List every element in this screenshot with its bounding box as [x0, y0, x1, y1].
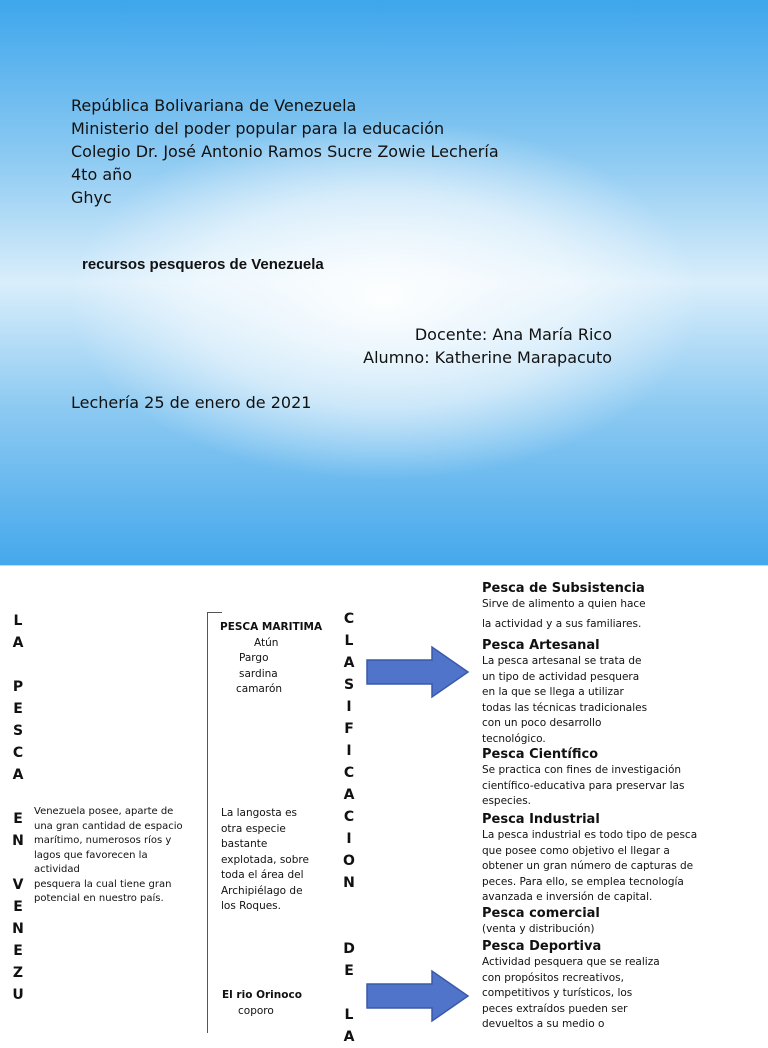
vertical-letter: I	[346, 743, 352, 759]
langosta-line: Archipiélago de	[221, 884, 303, 897]
header-line-grado: 4to año	[71, 165, 133, 184]
orinoco-block	[222, 988, 332, 1019]
category-line: científico-educativa para preservar las	[482, 779, 685, 792]
category-line: la actividad y a sus familiares.	[482, 617, 642, 630]
left-description-line: potencial en nuestro país.	[34, 893, 164, 904]
vertical-letter: C	[343, 765, 355, 781]
left-description-line: pesquera la cual tiene gran	[34, 878, 172, 890]
category-title: Pesca Deportiva	[482, 939, 602, 954]
vertical-letter	[10, 654, 26, 676]
category-line: devueltos a su medio o	[482, 1018, 605, 1030]
category-title: Pesca comercial	[482, 906, 600, 921]
category-line: tecnológico.	[482, 732, 546, 745]
pesca-maritima-item: Pargo	[239, 652, 269, 664]
vertical-letter: P	[12, 679, 24, 695]
category-line: Se practica con fines de investigación	[482, 764, 682, 776]
vertical-letter: V	[12, 877, 24, 893]
vertical-letter: E	[13, 811, 23, 827]
pesca-maritima-item: sardina	[239, 667, 278, 680]
vertical-letter: U	[12, 987, 24, 1003]
vertical-letter: A	[343, 787, 355, 803]
header-line-republica: República Bolivariana de Venezuela	[71, 96, 357, 115]
category-title: Pesca Científico	[482, 747, 599, 762]
left-description-line: Venezuela posee, aparte de	[34, 806, 174, 817]
left-description-line: marítimo, numerosos ríos y	[34, 835, 172, 846]
category-line: un tipo de actividad pesquera	[482, 670, 640, 683]
vertical-letter	[341, 916, 357, 938]
langosta-line: los Roques.	[221, 900, 281, 912]
vertical-letter: C	[343, 611, 355, 627]
vertical-letter: E	[13, 701, 23, 717]
vertical-letter: E	[13, 943, 23, 959]
vertical-letter: E	[13, 899, 23, 915]
category-industrial	[482, 811, 742, 906]
diagram-slide	[0, 566, 768, 1045]
langosta-line: otra especie	[221, 822, 286, 835]
category-title: Pesca de Subsistencia	[482, 581, 645, 596]
pesca-maritima-item: camarón	[236, 683, 283, 695]
orinoco-label: El rio Orinoco	[222, 989, 302, 1001]
vertical-letter: L	[344, 1007, 354, 1023]
vertical-letter	[341, 894, 357, 916]
left-description-line: lagos que favorecen la	[34, 849, 148, 861]
langosta-line: bastante	[221, 838, 268, 850]
category-line: que posee como objetivo el llegar a	[482, 844, 670, 857]
category-title: Pesca Industrial	[482, 812, 600, 827]
vertical-letter: S	[343, 677, 355, 693]
arrow-right-icon	[366, 970, 470, 1022]
header-block	[71, 94, 499, 209]
vertical-letter	[10, 852, 26, 874]
category-line: con propósitos recreativos,	[482, 971, 624, 984]
header-line-ministerio: Ministerio del poder popular para la educación	[71, 119, 445, 138]
category-line: en la que se llega a utilizar	[482, 686, 624, 698]
vertical-letter: F	[344, 721, 354, 737]
vertical-letter	[341, 982, 357, 1004]
vertical-letter: O	[343, 853, 355, 869]
category-artesanal	[482, 637, 742, 747]
left-description-line: actividad	[34, 864, 80, 875]
page-title: recursos pesqueros de Venezuela	[82, 256, 324, 273]
arrow-right-icon	[366, 646, 470, 698]
vertical-letter: Z	[12, 965, 24, 981]
langosta-block	[221, 806, 331, 915]
vertical-letter: E	[344, 963, 354, 979]
vertical-letter: A	[343, 655, 355, 671]
vertical-letter: N	[343, 875, 355, 891]
vertical-letter: S	[12, 723, 24, 739]
vertical-letter: D	[343, 941, 355, 957]
date-text: Lechería 25 de enero de 2021	[71, 393, 312, 412]
vertical-letter: L	[344, 633, 354, 649]
category-line: La pesca industrial es todo tipo de pesca	[482, 829, 698, 841]
category-cientifico	[482, 746, 742, 810]
header-line-colegio: Colegio Dr. José Antonio Ramos Sucre Zowie Lechería	[71, 142, 499, 161]
vertical-letter: L	[13, 613, 23, 629]
category-line: Sirve de alimento a quien hace	[482, 598, 646, 610]
category-line: peces extraídos pueden ser	[482, 1002, 628, 1015]
middle-vertical-title	[341, 608, 357, 1048]
category-line: Actividad pesquera que se realiza	[482, 956, 660, 968]
vertical-letter	[10, 786, 26, 808]
vertical-letter: A	[12, 767, 24, 783]
vertical-letter: A	[12, 635, 24, 651]
vertical-letter: C	[343, 809, 355, 825]
category-line: con un poco desarrollo	[482, 717, 602, 729]
left-description	[34, 805, 194, 907]
category-line: (venta y distribución)	[482, 923, 595, 935]
alumno-text: Alumno: Katherine Marapacuto	[363, 348, 612, 367]
category-comercial	[482, 905, 742, 938]
langosta-line: La langosta es	[221, 807, 298, 819]
vertical-letter: C	[12, 745, 24, 761]
category-deportiva	[482, 938, 742, 1033]
category-subsistencia	[482, 580, 742, 632]
category-line: todas las técnicas tradicionales	[482, 701, 648, 714]
header-line-seccion: Ghyc	[71, 188, 112, 207]
vertical-letter: A	[343, 1029, 355, 1045]
docente-text: Docente: Ana María Rico	[414, 325, 612, 344]
category-line: obtener un gran número de capturas de	[482, 860, 694, 872]
credits-block	[363, 323, 612, 369]
vertical-letter: I	[346, 831, 352, 847]
category-title: Pesca Artesanal	[482, 638, 600, 653]
pesca-maritima-block	[220, 620, 330, 698]
vertical-letter: I	[346, 699, 352, 715]
vertical-letter: N	[12, 833, 24, 849]
langosta-line: explotada, sobre	[221, 853, 309, 866]
category-line: peces. Para ello, se emplea tecnología	[482, 875, 684, 888]
left-description-line: una gran cantidad de espacio	[34, 820, 183, 832]
orinoco-item: coporo	[238, 1004, 274, 1017]
vertical-letter: N	[12, 921, 24, 937]
category-line: La pesca artesanal se trata de	[482, 655, 642, 667]
category-line: competitivos y turísticos, los	[482, 987, 633, 999]
langosta-line: toda el área del	[221, 869, 304, 881]
pesca-maritima-item: Atún	[254, 636, 279, 649]
category-line: avanzada e inversión de capital.	[482, 891, 653, 903]
pesca-maritima-label: PESCA MARITIMA	[220, 621, 323, 633]
left-vertical-title	[10, 610, 26, 1006]
category-line: especies.	[482, 795, 532, 807]
